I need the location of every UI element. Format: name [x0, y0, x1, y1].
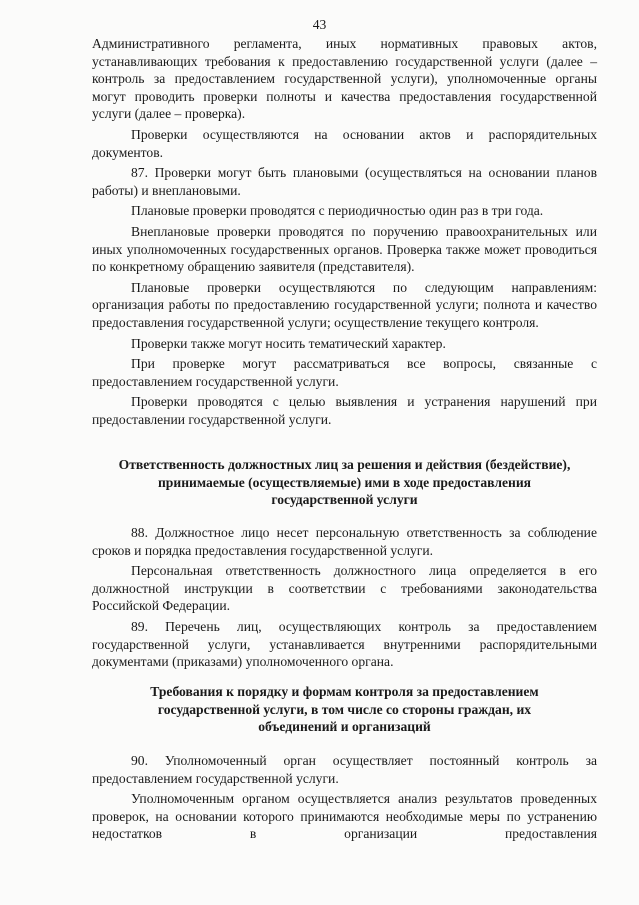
paragraph: Плановые проверки осуществляются по следующим направлениям: организация работы по предоставлению государственной услуги; полнота и качество предоставления государственной услуги; осуществление текущего контроля.	[92, 279, 597, 330]
section-heading-line: принимаемые (осуществляемые) ими в ходе предоставления	[157, 474, 532, 490]
section-heading-line: государственной услуги, в том числе со стороны граждан, их	[157, 701, 532, 717]
paragraph: Уполномоченным органом осуществляется анализ результатов проведенных проверок, на основании которого принимаются необходимые меры по устранению недостатков в организации предоставления	[92, 791, 597, 842]
paragraph: Внеплановые проверки проводятся по поручению правоохранительных или иных уполномоченных государственных органов. Проверка также может проводиться по конкретному обращению заявителя (представителя).	[92, 223, 597, 275]
paragraph: Проверки также могут носить тематический характер.	[131, 335, 446, 351]
paragraph: При проверке могут рассматриваться все вопросы, связанные с предоставлением государственной услуги.	[92, 356, 597, 389]
section-heading-line: Требования к порядку и формам контроля за предоставлением	[150, 684, 539, 699]
paragraph: Административного регламента, иных нормативных правовых актов, устанавливающих требования к предоставлению государственной услуги (далее – контроль за предоставлением государственной услуги), уполномоченные органы могут проводить проверки полноты и качества предоставления государственной услуги (далее – проверка).	[92, 36, 597, 122]
section-heading-line: государственной услуги	[271, 492, 418, 508]
paragraph: Проверки проводятся с целью выявления и устранения нарушений при предоставлении государственной услуги.	[92, 394, 597, 427]
paragraph: 89. Перечень лиц, осуществляющих контроль за предоставлением государственной услуги, устанавливается внутренними распорядительными документами (приказами) уполномоченного органа.	[92, 618, 597, 670]
paragraph: 87. Проверки могут быть плановыми (осуществляться на основании планов работы) и внеплановыми.	[92, 165, 597, 198]
section-heading-line: объединений и организаций	[258, 719, 431, 735]
page-number: 43	[312, 17, 327, 32]
section-heading-line: Ответственность должностных лиц за решения и действия (бездействие),	[118, 457, 571, 472]
section-responsibility	[92, 524, 597, 671]
section-heading-responsibility	[92, 456, 597, 509]
paragraph: Проверки осуществляются на основании актов и распорядительных документов.	[92, 126, 597, 160]
paragraph: Персональная ответственность должностного лица определяется в его должностной инструкции в соответствии с требованиями законодательства Российской Федерации.	[92, 563, 597, 614]
paragraph: 88. Должностное лицо несет персональную ответственность за соблюдение сроков и порядка предоставления государственной услуги.	[92, 525, 597, 558]
section-requirements	[92, 752, 597, 843]
section-control-checks	[92, 35, 597, 428]
paragraph: 90. Уполномоченный орган осуществляет постоянный контроль за предоставлением государственной услуги.	[92, 753, 597, 786]
paragraph: Плановые проверки проводятся с периодичностью один раз в три года.	[131, 203, 544, 219]
section-heading-requirements	[92, 683, 597, 736]
